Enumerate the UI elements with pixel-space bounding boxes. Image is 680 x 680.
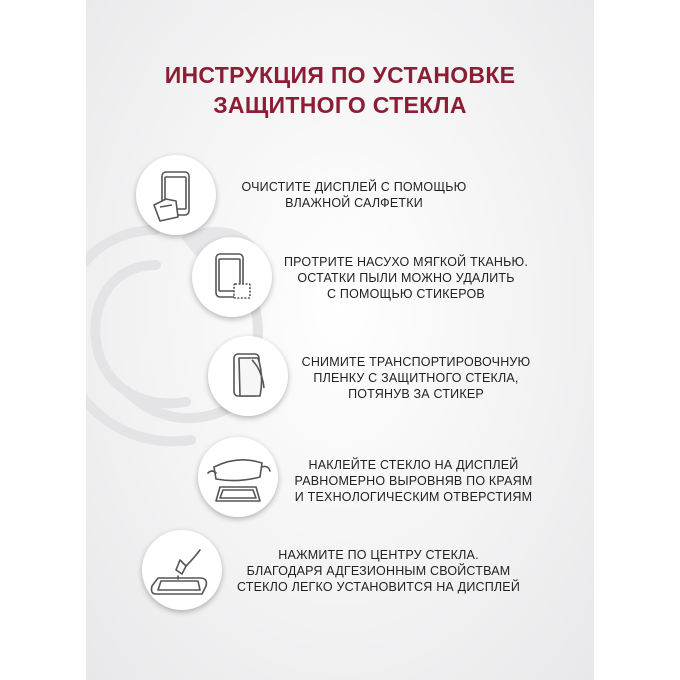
step-3-icon-circle <box>208 336 288 416</box>
step-5-icon-circle <box>142 530 222 610</box>
step-3 <box>86 331 594 421</box>
step-1-line-2: ВЛАЖНОЙ САЛФЕТКИ <box>285 196 423 210</box>
step-3-line-2: ПЛЕНКУ С ЗАЩИТНОГО СТЕКЛА, <box>313 371 519 385</box>
step-4-icon-circle <box>198 437 278 517</box>
step-4-text <box>286 457 541 505</box>
title-line-2: ЗАЩИТНОГО СТЕКЛА <box>213 92 467 118</box>
step-4-line-3: И ТЕХНОЛОГИЧЕСКИМ ОТВЕРСТИЯМ <box>294 490 533 504</box>
step-3-text <box>291 354 541 402</box>
step-1-line-1: ОЧИСТИТЕ ДИСПЛЕЙ С ПОМОЩЬЮ <box>241 180 467 194</box>
page-title <box>86 60 594 120</box>
step-2 <box>86 232 594 322</box>
wipe-cloth-icon <box>136 155 216 235</box>
step-3-line-3: ПОТЯНУВ ЗА СТИКЕР <box>348 387 484 401</box>
step-2-line-1: ПРОТРИТЕ НАСУХО МЯГКОЙ ТКАНЬЮ. <box>283 255 529 269</box>
step-2-line-2: ОСТАТКИ ПЫЛИ МОЖНО УДАЛИТЬ <box>297 271 515 285</box>
step-1-icon-circle <box>136 155 216 235</box>
peel-film-icon <box>208 336 288 416</box>
apply-glass-icon <box>198 437 278 517</box>
step-5-line-3: СТЕКЛО ЛЕГКО УСТАНОВИТСЯ НА ДИСПЛЕЙ <box>236 580 521 594</box>
title-line-1: ИНСТРУКЦИЯ ПО УСТАНОВКЕ <box>164 62 516 88</box>
step-5-text <box>221 547 536 595</box>
instruction-card <box>86 0 594 680</box>
step-4-line-1: НАКЛЕЙТЕ СТЕКЛО НА ДИСПЛЕЙ <box>308 458 519 472</box>
step-3-line-1: СНИМИТЕ ТРАНСПОРТИРОВОЧНУЮ <box>301 355 531 369</box>
step-2-icon-circle <box>192 237 272 317</box>
step-5-line-2: БЛАГОДАРЯ АДГЕЗИОННЫМ СВОЙСТВАМ <box>246 564 511 578</box>
step-1 <box>86 150 594 240</box>
dry-cloth-icon <box>192 237 272 317</box>
step-4-line-2: РАВНОМЕРНО ВЫРОВНЯВ ПО КРАЯМ <box>294 474 533 488</box>
press-center-icon <box>142 530 222 610</box>
step-2-text <box>276 254 536 302</box>
step-5-line-1: НАЖМИТЕ ПО ЦЕНТРУ СТЕКЛА. <box>278 548 479 562</box>
step-2-line-3: С ПОМОЩЬЮ СТИКЕРОВ <box>327 287 485 301</box>
step-1-text <box>224 179 484 211</box>
step-5 <box>86 525 594 615</box>
step-4 <box>86 432 594 522</box>
